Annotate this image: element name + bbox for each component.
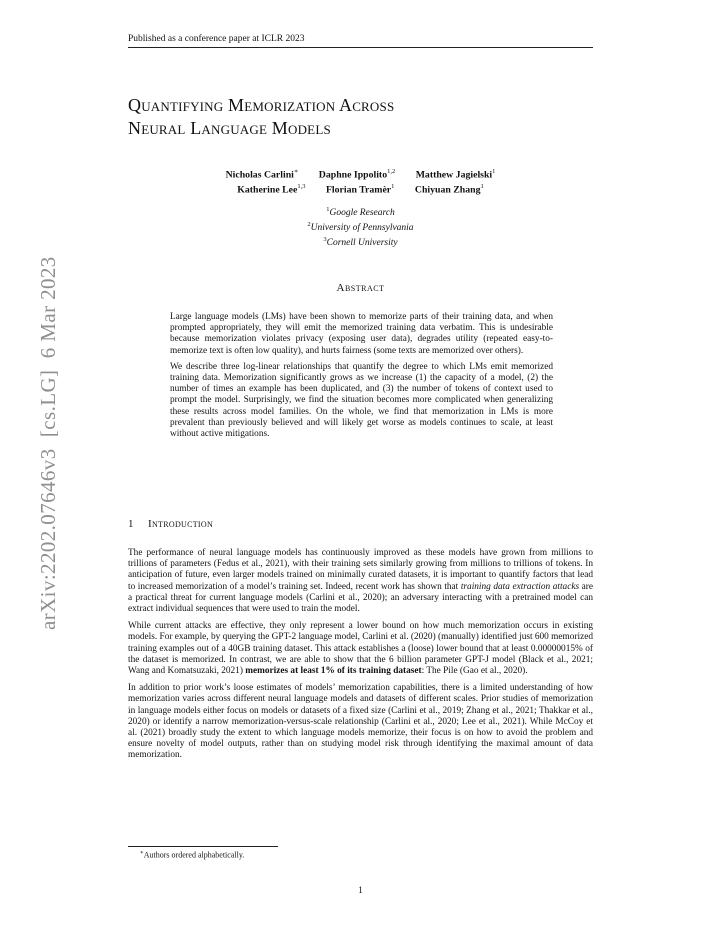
affiliation-name: Cornell University (326, 238, 398, 249)
footnote (140, 850, 580, 860)
affiliation (128, 204, 593, 219)
abstract-paragraph-2: We describe three log-linear relationships that quantify the degree to which LMs emit memorized training data. Memorization significantly grows as we increase (1) the capacity of a model, (2) the number of times an example has been duplicated, and (3) the number of tokens of context used to prompt the model. Surprisingly, we find the situation becomes more complicated when generalizing these results across model families. On the whole, we find that memorization in LMs is more prevalent than previously believed and will likely get worse as models continues to scale, at least without active mitigations. (170, 361, 553, 440)
affiliation-mark: 3 (323, 236, 327, 244)
author-row-2 (128, 181, 593, 196)
bold-claim: memorizes at least 1% of its training dataset (245, 666, 422, 677)
body-paragraph-2 (128, 621, 593, 677)
body-paragraph-1 (128, 548, 593, 615)
body-text: While current attacks are effective, they only represent a lower bound on how much memorization occurs in existing models. For example, by querying the GPT-2 language model, Carlini et al. (2020) (manually) identified just 600 memorized training examples out of a 40GB training dataset. This attack establishes a (loose) lower bound that at least 0.00000015% of the dataset is memorized. In contrast, we are able to show that the 6 billion parameter GPT-J model (Black et al., 2021; Wang and Komatsuzaki, 2021) (128, 621, 593, 677)
abstract (170, 312, 553, 445)
emphasized-term: training data extraction attacks (460, 581, 580, 592)
affiliation-mark: 2 (307, 221, 311, 229)
title-line-1: Quantifying Memorization Across (128, 95, 395, 115)
author-name: Nicholas Carlini (225, 169, 294, 181)
abstract-heading: Abstract (336, 282, 385, 294)
affiliations (128, 204, 593, 249)
footnote-text: Authors ordered alphabetically. (143, 850, 245, 860)
author-name: Daphne Ippolito (318, 169, 388, 181)
affiliation (128, 234, 593, 249)
author-mark: 1 (492, 168, 496, 175)
footnote-rule (128, 846, 278, 847)
author (319, 166, 395, 181)
footnote-mark: ∗ (140, 850, 144, 856)
author-name: Katherine Lee (237, 184, 298, 196)
author-row-1 (128, 166, 593, 181)
body-text: : The Pile (Gao et al., 2020). (421, 666, 528, 677)
author (415, 181, 484, 196)
author-block (128, 166, 593, 197)
author-name: Matthew Jagielski (415, 169, 493, 181)
body-paragraph-3: In addition to prior work’s loose estimates of models’ memorization capabilities, there is a limited understanding of how memorization varies across different neural language models and datasets of different scales. Prior studies of memorization in language models either focus on models or datasets of a fixed size (Carlini et al., 2019; Zhang et al., 2021; Thakkar et al., 2020) or identify a narrow memorization-versus-scale relationship (Carlini et al., 2020; Lee et al., 2021). While McCoy et al. (2021) broadly study the extent to which language models memorize, their focus is on how to avoid the problem and ensure novelty of model outputs, rather than on studying model risk through identifying the maximal amount of data memorization. (128, 683, 593, 761)
affiliation (128, 219, 593, 234)
author-mark: 1,3 (297, 183, 306, 191)
author-mark: 1 (391, 183, 395, 191)
affiliation-name: University of Pennsylvania (310, 223, 414, 234)
title-line-2: Neural Language Models (128, 118, 331, 138)
arxiv-stamp: arXiv:2202.07646v3 [cs.LG] 6 Mar 2023 (36, 256, 60, 630)
body-text: The performance of neural language models has continuously improved as these models have grown from millions to trillions of parameters (Fedus et al., 2021), with their training sets similarly growing from millions to trillions of tokens. In anticipation of future, even larger models trained on minimally curated datasets, it is important to quantify factors that lead to increased memorization of a model’s training set. Indeed, recent work has shown that (128, 548, 593, 592)
running-head: Published as a conference paper at ICLR 2023 (128, 34, 593, 48)
affiliation-mark: 1 (326, 206, 330, 213)
affiliation-name: Google Research (329, 208, 395, 219)
abstract-paragraph-1: Large language models (LMs) have been shown to memorize parts of their training data, and when prompted appropriately, they will emit the memorized training data verbatim. This is undesirable because memorization violates privacy (exposing user data), degrades utility (repeated easy-to-memorize text is often low quality), and hurts fairness (some texts are memorized over others). (170, 312, 553, 356)
author-name: Chiyuan Zhang (414, 184, 481, 196)
page-number: 1 (358, 886, 363, 896)
author-mark: 1,2 (387, 168, 396, 175)
author-name: Florian Tramèr (325, 184, 392, 196)
author (416, 166, 496, 181)
section-body (128, 548, 593, 768)
body-text: are a practical threat for current language models (Carlini et al., 2020); an adversary interacting with a pretrained model can extract individual sequences that were used to train the model. (128, 581, 593, 615)
author-mark: ∗ (293, 168, 299, 175)
author (326, 181, 394, 196)
section-name: Introduction (148, 518, 214, 530)
author-mark: 1 (480, 183, 484, 191)
author (226, 166, 299, 181)
section-heading (128, 518, 593, 530)
author (237, 181, 305, 196)
paper-title (128, 94, 598, 140)
section-number: 1 (128, 518, 134, 530)
